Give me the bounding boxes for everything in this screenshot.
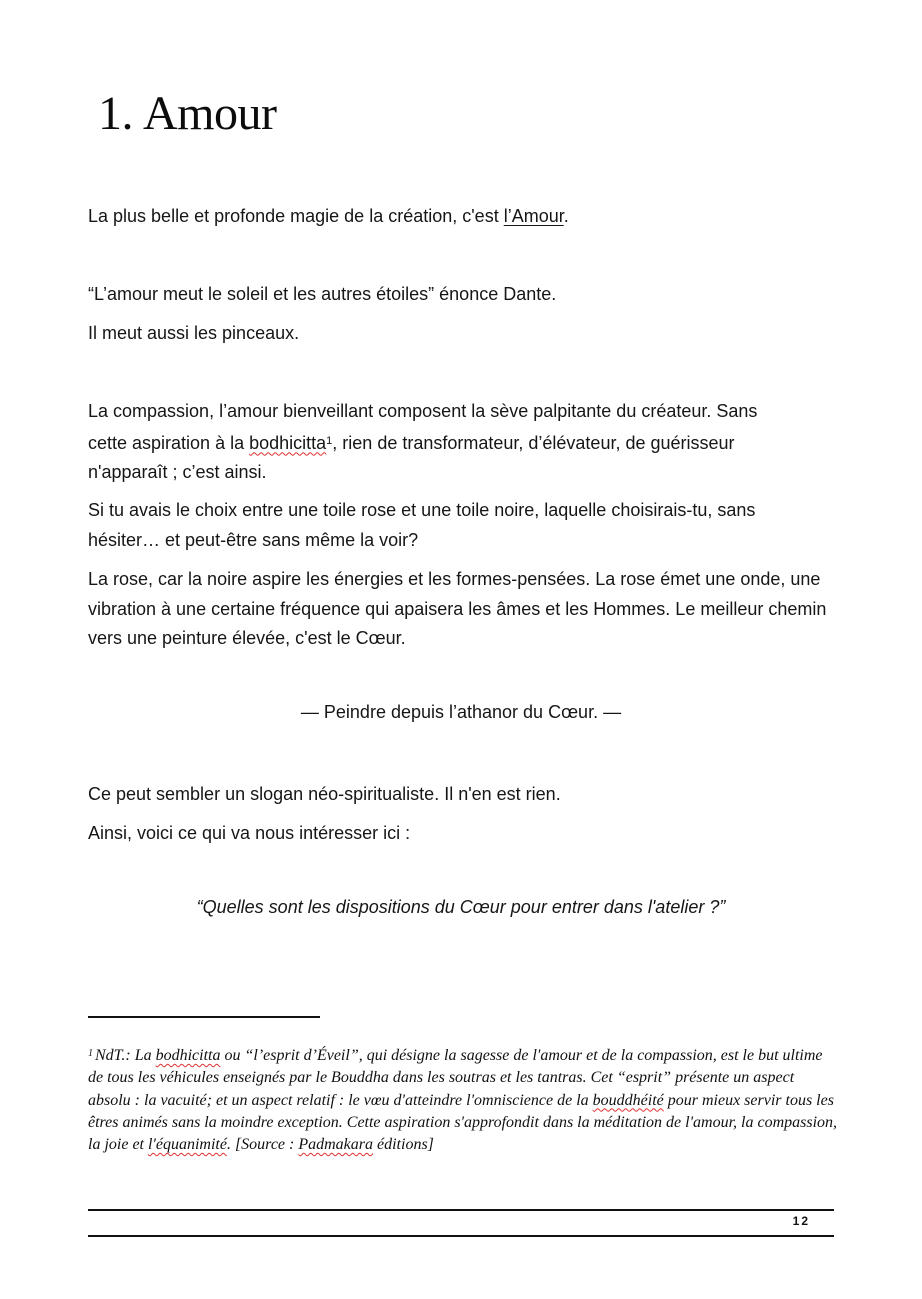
slogan-line: Ce peut sembler un slogan néo-spiritualiste. Il n'en est rien. (88, 784, 561, 804)
compassion-text-before: La compassion, l’amour bienveillant composent la sève palpitante du créateur. Sans cette aspiration à la (88, 401, 758, 453)
footnote-text-1: NdT.: La (95, 1047, 156, 1064)
footer-rule-bottom (88, 1235, 834, 1237)
footnote-text-5: éditions] (373, 1136, 434, 1154)
lead-in-line: Ainsi, voici ce qui va nous intéresser ici : (88, 823, 411, 843)
footnote-term-bodhicitta: bodhicitta (155, 1047, 221, 1064)
footnote-text-2: ou “l’esprit d’Éveil”, qui désigne la sagesse de l'amour et de la compassion, est le but ultime de tous les véhicules enseignés par le Bouddha dans les soutras et les tantras. Cet “esprit” présente un aspect absolu : la vacuité; et un aspect relatif : le vœu d'atteindre l'omniscience de la (88, 1047, 823, 1109)
motto-line: — Peindre depuis l’athanor du Cœur. — (300, 702, 622, 722)
footnote-term-bouddheite: bouddhéité (592, 1091, 664, 1109)
footnote-term-equanimite: l'équanimité (147, 1136, 227, 1154)
intro-paragraph (88, 202, 838, 232)
chapter-number: 1. (98, 87, 133, 140)
compassion-paragraph (88, 397, 788, 488)
bodhicitta-term: bodhicitta (249, 432, 327, 453)
chapter-title-text: Amour (143, 87, 277, 140)
question-paragraph: Si tu avais le choix entre une toile rose et une toile noire, laquelle choisirais-tu, sans hésiter… et peut-être sans même la voir? (88, 500, 756, 550)
amour-link[interactable]: l’Amour (503, 206, 564, 226)
footer-rule-top (88, 1209, 834, 1211)
footnote-number: 1 (88, 1048, 93, 1059)
footnote-term-padmakara: Padmakara (298, 1136, 373, 1154)
footnote-reference[interactable]: 1 (326, 434, 333, 447)
answer-paragraph: La rose, car la noire aspire les énergies et les formes-pensées. La rose émet une onde, une vibration à une certaine fréquence qui apaisera les âmes et les Hommes. Le meilleur chemin vers une peinture élevée, c'est le Cœur. (88, 569, 827, 648)
footnote (88, 1043, 838, 1156)
compassion-text-after: , rien de transformateur, d’élévateur, de guérisseur n'apparaît ; c’est ainsi. (88, 432, 735, 482)
dante-quote: “L’amour meut le soleil et les autres étoiles” énonce Dante. (88, 284, 557, 304)
intro-text: La plus belle et profonde magie de la création, c'est (88, 206, 504, 226)
intro-end: . (563, 206, 569, 226)
footnote-text-3: pour mieux servir tous les êtres animés sans la moindre exception. Cette aspiration s'approfondit dans la méditation de l'amour, la compassion, la joie et (88, 1091, 838, 1154)
page-number: 12 (792, 1214, 810, 1228)
footnote-separator (88, 1016, 320, 1018)
chapter-title (98, 86, 276, 141)
brushes-line: Il meut aussi les pinceaux. (88, 323, 300, 343)
central-question: “Quelles sont les dispositions du Cœur pour entrer dans l'atelier ?” (196, 897, 726, 917)
footnote-text-4: . [Source : (226, 1136, 299, 1154)
